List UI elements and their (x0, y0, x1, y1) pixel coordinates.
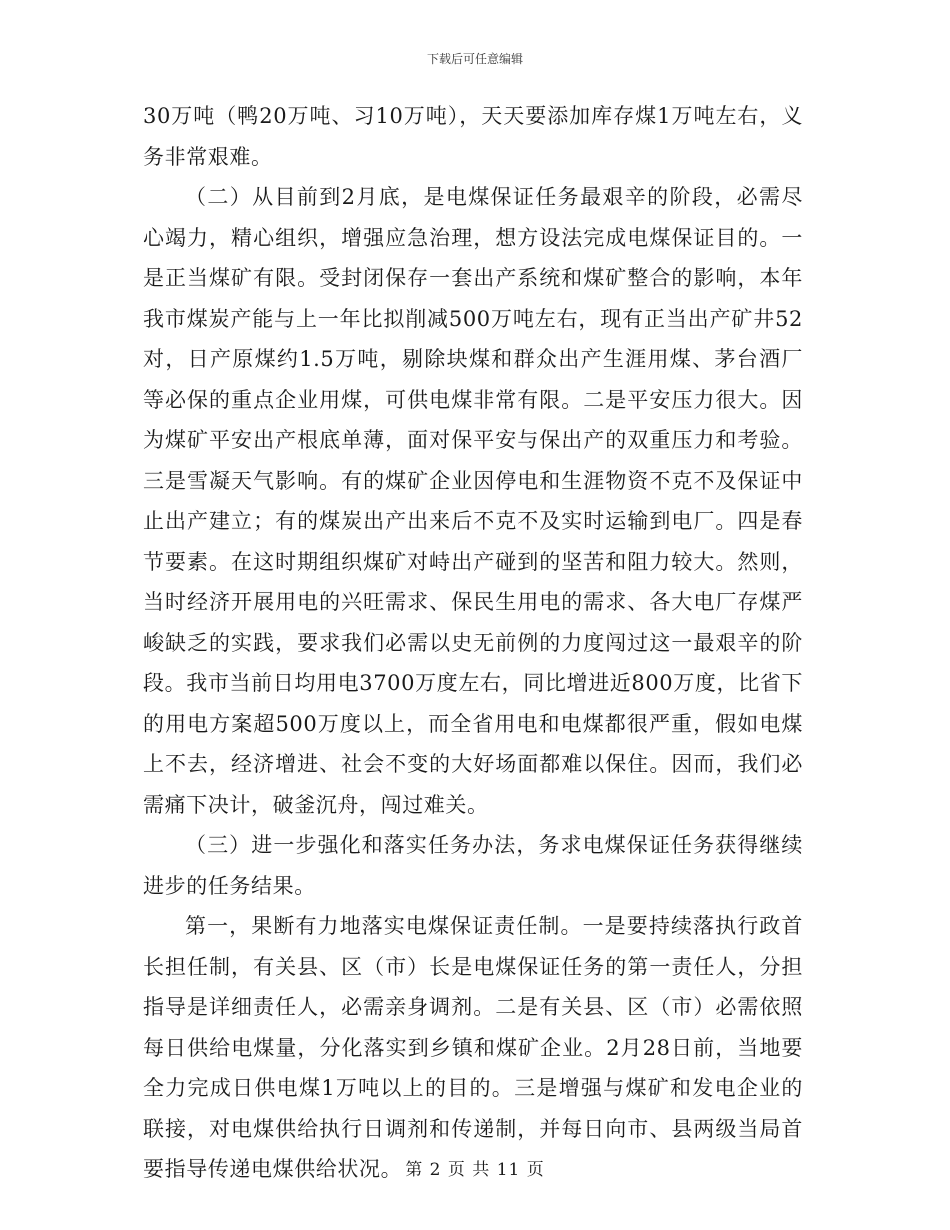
paragraph-first-measure: 第一，果断有力地落实电煤保证责任制。一是要持续落执行政首长担任制，有关县、区（市）长是电煤保证任务的第一责任人，分担指导是详细责任人，必需亲身调剂。二是有关县、区（市）必需依照每日供给电煤量，分化落实到乡镇和煤矿企业。2月28日前，当地要全力完成日供电煤1万吨以上的目的。三是增强与煤矿和发电企业的联接，对电煤供给执行日调剂和传递制，并每日向市、县两级当局首要指导传递电煤供给状况。 (143, 914, 803, 1181)
paragraph-section-three: （三）进一步强化和落实任务办法，务求电煤保证任务获得继续进步的任务结果。 (143, 833, 803, 898)
document-body (143, 96, 803, 1190)
paragraph-continuation: 30万吨（鸭20万吨、习10万吨），天天要添加库存煤1万吨左右，义务非常艰难。 (143, 104, 803, 169)
page-header: 下载后可任意编辑 (426, 52, 523, 66)
page-number-footer: 第 2 页 共 11 页 (405, 1160, 545, 1180)
paragraph-section-two: （二）从目前到2月底，是电煤保证任务最艰辛的阶段，必需尽心竭力，精心组织，增强应急治理，想方设法完成电煤保证目的。一是正当煤矿有限。受封闭保存一套出产系统和煤矿整合的影响，本年我市煤炭产能与上一年比拟削减500万吨左右，现有正当出产矿井52对，日产原煤约1.5万吨，剔除块煤和群众出产生涯用煤、茅台酒厂等必保的重点企业用煤，可供电煤非常有限。二是平安压力很大。因为煤矿平安出产根底单薄，面对保平安与保出产的双重压力和考验。三是雪凝天气影响。有的煤矿企业因停电和生涯物资不克不及保证中止出产建立；有的煤炭出产出来后不克不及实时运输到电厂。四是春节要素。在这时期组织煤矿对峙出产碰到的坚苦和阻力较大。然则，当时经济开展用电的兴旺需求、保民生用电的需求、各大电厂存煤严峻缺乏的实践，要求我们必需以史无前例的力度闯过这一最艰辛的阶段。我市当前日均用电3700万度左右，同比增进近800万度，比省下的用电方案超500万度以上，而全省用电和电煤都很严重，假如电煤上不去，经济增进、社会不变的大好场面都难以保住。因而，我们必需痛下决计，破釜沉舟，闯过难关。 (143, 185, 803, 817)
